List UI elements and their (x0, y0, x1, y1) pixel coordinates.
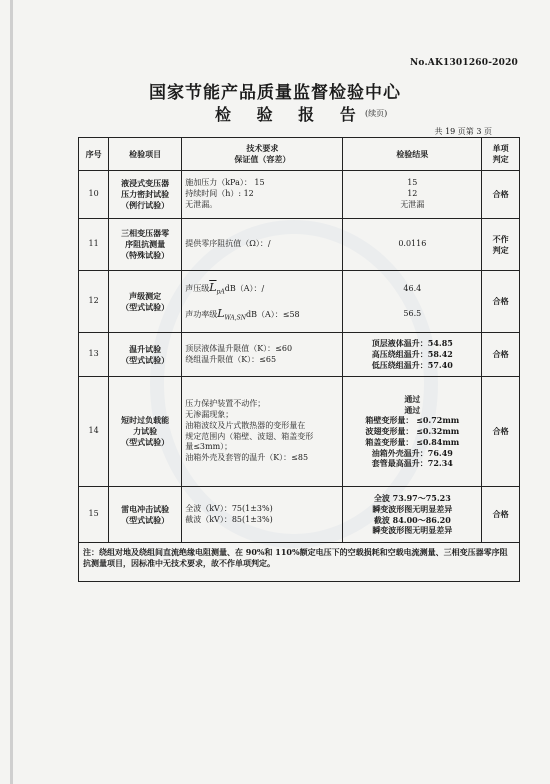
test-item (109, 377, 182, 487)
requirement-line: 油箱外壳及套管的温升（K）：≤85 (185, 453, 309, 463)
table-row (79, 333, 520, 377)
test-item-line: 序阻抗测量 (125, 239, 166, 250)
test-result-line: 46.4 (403, 283, 422, 293)
requirement (182, 377, 343, 487)
test-item-line: 液浸式变压器 (121, 178, 170, 189)
sound-power-requirement: 声功率级$L_{WA,SN}dB(A)$：≤58 (185, 306, 300, 322)
row-number: 11 (79, 219, 109, 271)
header-item: 检验项目 (109, 138, 182, 171)
requirement-line: 提供零序阻抗值（Ω）：/ (185, 239, 271, 249)
report-subtitle: 检 验 报 告 (215, 105, 366, 124)
test-item-line: （型式试验） (121, 354, 170, 365)
test-result-line: 瞬变波形图无明显差异 (372, 525, 453, 536)
table-row (79, 377, 520, 487)
test-result-line: 56.5 (403, 308, 422, 318)
requirement (182, 487, 343, 543)
requirement-line: 绕组温升限值（K）：≤65 (185, 354, 277, 364)
requirement (182, 271, 343, 333)
requirement-line: 顶层液体温升限值（K）：≤60 (185, 343, 293, 353)
requirement-line: 油箱波纹及片式散热器的变形量在 (185, 420, 306, 430)
test-item-line: 声级测定 (129, 290, 162, 301)
test-result (343, 271, 482, 333)
test-result-line: 箱盖变形量： ≤0.84mm (365, 436, 460, 447)
test-result-line: 顶层液体温升：54.85 (371, 338, 453, 349)
verdict-line: 不作 (492, 233, 509, 244)
verdict-line: 判定 (492, 244, 509, 255)
test-item (109, 171, 182, 219)
test-result (343, 333, 482, 377)
requirement-line: 无渗漏现象； (185, 409, 234, 419)
test-result-line: 套管最高温升：72.34 (371, 458, 453, 469)
verdict (482, 219, 520, 271)
verdict-line: 合格 (492, 296, 509, 307)
header-no: 序号 (79, 138, 109, 171)
header-requirement (182, 138, 343, 171)
table-row (79, 219, 520, 271)
test-item-line: （型式试验） (121, 301, 170, 312)
test-item (109, 271, 182, 333)
note-text: 注：绕组对地及绕组间直流绝缘电阻测量、在 90%和 110%额定电压下的空载损耗和空载电流测量、三相变压器零序阻抗测量项目，因标准中无技术要求，故不作单项判定。 (79, 543, 520, 582)
continued-label: (续页) (365, 109, 388, 118)
page-info: 共 19 页第 3 页 (434, 127, 492, 136)
note-row (79, 543, 520, 582)
test-item-line: 温升试验 (129, 343, 162, 354)
scan-edge (10, 0, 13, 784)
requirement-line: 施加压力（kPa）： 15 (185, 178, 265, 188)
test-result (343, 171, 482, 219)
test-result-line: 高压绕组温升：58.42 (371, 349, 453, 360)
test-item-line: 三相变压器零 (121, 228, 170, 239)
table-header-row (79, 138, 520, 171)
test-result-line: 油箱外壳温升：76.49 (371, 447, 453, 458)
verdict (482, 171, 520, 219)
verdict-line: 合格 (492, 509, 509, 520)
verdict (482, 271, 520, 333)
row-number: 14 (79, 377, 109, 487)
test-result (343, 377, 482, 487)
requirement-line: 规定范围内（箱壁、波翅、箱盖变形 (185, 431, 314, 441)
row-number: 12 (79, 271, 109, 333)
test-item (109, 219, 182, 271)
test-item-line: 短时过负载能 (121, 415, 170, 426)
row-number: 10 (79, 171, 109, 219)
test-item-line: （型式试验） (121, 514, 170, 525)
test-result-line: 截波 84.00～86.20 (373, 514, 451, 525)
sound-pressure-requirement: 声压级$\overline{L}_{pA}dB(A)$：/ (185, 280, 265, 296)
requirement-line: 无泄漏。 (185, 199, 218, 209)
requirement-line: 持续时间（h）: 12 (185, 189, 254, 199)
test-result (343, 219, 482, 271)
requirement (182, 171, 343, 219)
row-number: 13 (79, 333, 109, 377)
test-item-line: 力试验 (133, 426, 158, 437)
verdict (482, 487, 520, 543)
inspection-table (78, 137, 520, 582)
row-number: 15 (79, 487, 109, 543)
report-number: No.AK1301260-2020 (409, 58, 518, 68)
table-row (79, 487, 520, 543)
test-result-line: 无泄漏 (400, 199, 425, 209)
test-item-line: （例行试验） (121, 199, 170, 210)
verdict-line: 合格 (492, 349, 509, 360)
requirement-line: 全波（kV）：75(1±3%) (185, 503, 273, 513)
requirement-line: 截波（kV）：85(1±3%) (185, 514, 273, 524)
verdict-line: 合格 (492, 189, 509, 200)
header-verdict: 单项 判定 (482, 138, 520, 171)
test-item-line: 压力密封试验 (121, 189, 170, 200)
test-result-line: 波翅变形量： ≤0.32mm (365, 426, 460, 437)
test-result-line: 全波 73.97～75.23 (373, 492, 451, 503)
test-result-line: 通过 (404, 393, 421, 404)
test-item (109, 333, 182, 377)
requirement-line: 压力保护装置不动作； (185, 399, 266, 409)
test-result (343, 487, 482, 543)
verdict (482, 377, 520, 487)
requirement (182, 219, 343, 271)
verdict (482, 333, 520, 377)
test-item-line: （型式试验） (121, 436, 170, 447)
test-item-line: （特殊试验） (121, 249, 170, 260)
header-result: 检验结果 (343, 138, 482, 171)
test-item (109, 487, 182, 543)
test-result-line: 低压绕组温升：57.40 (371, 359, 453, 370)
header-req-line1: 技术要求 (246, 143, 279, 154)
test-result-line: 箱壁变形量： ≤0.72mm (365, 415, 460, 426)
verdict-line: 合格 (492, 426, 509, 437)
test-result-line: 通过 (404, 404, 421, 415)
test-result-line: 瞬变波形图无明显差异 (372, 503, 453, 514)
requirement-line: 量≤3mm）； (185, 442, 233, 452)
header-req-line2: 保证值（容差） (234, 154, 291, 164)
test-item-line: 雷电冲击试验 (121, 503, 170, 514)
test-result-line: 15 (407, 178, 418, 188)
test-result-line: 0.0116 (398, 239, 427, 249)
report-title: 国家节能产品质量监督检验中心 (149, 83, 401, 103)
table-row (79, 271, 520, 333)
requirement (182, 333, 343, 377)
test-result-line: 12 (407, 189, 418, 199)
table-row (79, 171, 520, 219)
